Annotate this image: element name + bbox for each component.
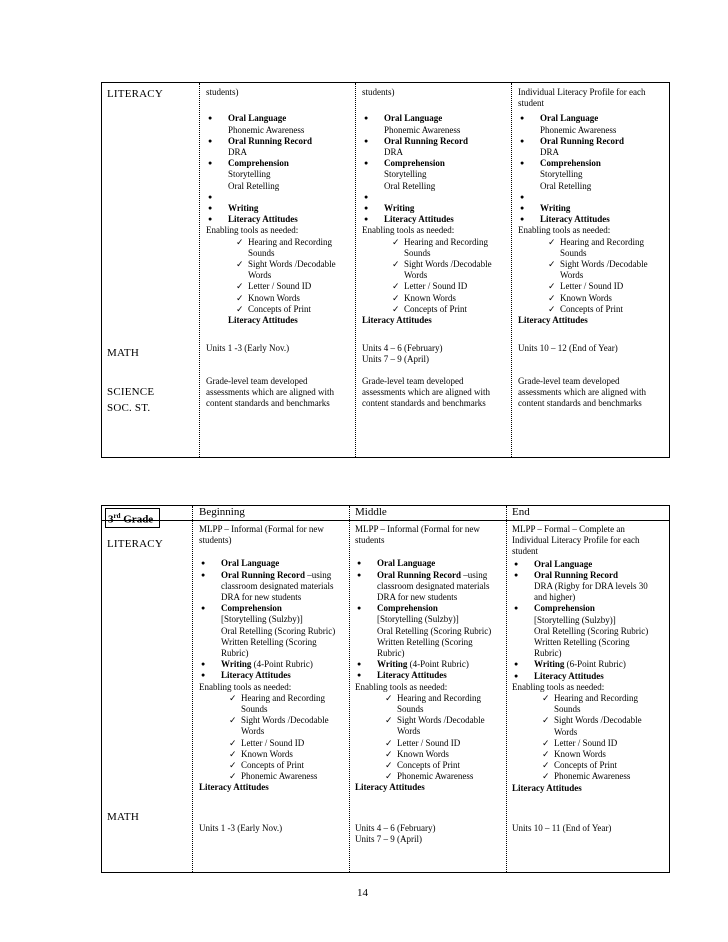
assessment-table-2nd	[101, 82, 670, 458]
math-cell-middle: Units 4 – 6 (February) Units 7 – 9 (April)	[355, 823, 436, 845]
science-cell-beginning: Grade-level team developed assessments which are aligned with content standards and benchmarks	[206, 376, 334, 409]
science-cell-end: Grade-level team developed assessments which are aligned with content standards and benchmarks	[518, 376, 646, 409]
column-divider	[349, 506, 350, 872]
literacy-cell-middle: students) ● Oral Language Phonemic Awareness ● Oral Running Record DRA ● Comprehension Storytelling Oral Retelling ● ● Writing ● Literacy Attitudes Enabling tools as needed: ✓ Hearing and Recording Sounds ✓ Sight Words /Decodable Words ✓ Letter / Sound ID ✓ Known Words ✓ Concepts of Print Literacy Attitudes	[362, 87, 492, 326]
column-divider	[506, 506, 507, 872]
column-divider	[355, 83, 356, 457]
literacy-cell-beginning: students) ● Oral Language Phonemic Awareness ● Oral Running Record DRA ● Comprehension Storytelling Oral Retelling ● ● Writing ● Literacy Attitudes Enabling tools as needed: ✓ Hearing and Recording Sounds ✓ Sight Words /Decodable Words ✓ Letter / Sound ID ✓ Known Words ✓ Concepts of Print Literacy Attitudes	[206, 87, 336, 326]
column-divider	[199, 83, 200, 457]
header-beginning: Beginning	[199, 506, 245, 518]
row-label-literacy: LITERACY	[107, 538, 163, 550]
header-end: End	[512, 506, 530, 518]
literacy-cell-beginning: MLPP – Informal (Formal for new students) ● Oral Language ● Oral Running Record –using classroom designated materials DRA for new students ● Comprehension [Storytelling (Sulzby)] Oral Retelling (Scoring Rubric) Written Retelling (Scoring Rubric) ● Writing (4-Point Rubric) ● Literacy Attitudes Enabling tools as needed: ✓ Hearing and Recording Sounds ✓ Sight Words /Decodable Words ✓ Letter / Sound ID ✓ Known Words ✓ Concepts of Print ✓ Phonemic Awareness Literacy Attitudes	[199, 524, 335, 794]
grade-label: 3rd Grade	[105, 508, 160, 528]
math-cell-beginning: Units 1 -3 (Early Nov.)	[199, 823, 283, 833]
header-divider	[102, 520, 669, 521]
assessment-table-3rd	[101, 505, 670, 873]
row-label-socst: SOC. ST.	[107, 402, 151, 414]
literacy-cell-middle: MLPP – Informal (Formal for new students ● Oral Language ● Oral Running Record –using classroom designated materials DRA for new students ● Comprehension [Storytelling (Sulzby)] Oral Retelling (Scoring Rubric) Written Retelling (Scoring Rubric) ● Writing (4-Point Rubric) ● Literacy Attitudes Enabling tools as needed: ✓ Hearing and Recording Sounds ✓ Sight Words /Decodable Words ✓ Letter / Sound ID ✓ Known Words ✓ Concepts of Print ✓ Phonemic Awareness Literacy Attitudes	[355, 524, 491, 794]
literacy-cell-end: Individual Literacy Profile for each student ● Oral Language Phonemic Awareness ● Oral Running Record DRA ● Comprehension Storytelling Oral Retelling ● ● Writing ● Literacy Attitudes Enabling tools as needed: ✓ Hearing and Recording Sounds ✓ Sight Words /Decodable Words ✓ Letter / Sound ID ✓ Known Words ✓ Concepts of Print Literacy Attitudes	[518, 87, 648, 326]
math-cell-end: Units 10 – 12 (End of Year)	[518, 343, 618, 353]
header-middle: Middle	[355, 506, 387, 518]
column-divider	[511, 83, 512, 457]
math-cell-middle: Units 4 – 6 (February) Units 7 – 9 (April)	[362, 343, 443, 365]
row-label-science: SCIENCE	[107, 386, 155, 398]
math-cell-beginning: Units 1 -3 (Early Nov.)	[206, 343, 290, 353]
row-label-math: MATH	[107, 811, 139, 823]
row-label-math: MATH	[107, 347, 139, 359]
math-cell-end: Units 10 – 11 (End of Year)	[512, 823, 612, 833]
row-label-literacy: LITERACY	[107, 88, 163, 100]
science-cell-middle: Grade-level team developed assessments which are aligned with content standards and benchmarks	[362, 376, 490, 409]
page-number: 14	[357, 887, 368, 899]
column-divider	[192, 506, 193, 872]
literacy-cell-end: MLPP – Formal – Complete an Individual Literacy Profile for each student ● Oral Language ● Oral Running Record DRA (Rigby for DRA levels 30 and higher) ● Comprehension [Storytelling (Sulzby)] Oral Retelling (Scoring Rubric) Written Retelling (Scoring Rubric) ● Writing (6-Point Rubric) ● Literacy Attitudes Enabling tools as needed: ✓ Hearing and Recording Sounds ✓ Sight Words /Decodable Words ✓ Letter / Sound ID ✓ Known Words ✓ Concepts of Print ✓ Phonemic Awareness Literacy Attitudes	[512, 524, 648, 794]
